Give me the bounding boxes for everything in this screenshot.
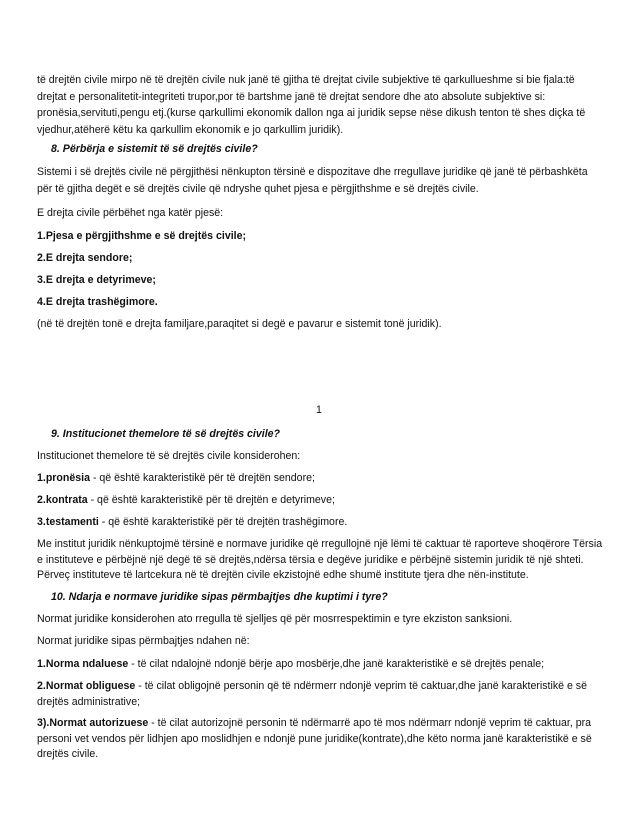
institution-term: 1.pronësia [37,472,90,484]
family-law-note: (në të drejtën tonë e drejta familjare,paraqitet si degë e pavarur e sistemit tonë juridik). [37,318,442,330]
institution-desc: - që është karakteristikë për të drejtën e detyrimeve; [87,494,335,506]
part-item-2: 2.E drejta sendore; [37,252,133,264]
section-heading-9: 9. Institucionet themelore të së drejtës civile? [51,428,281,440]
norm-item-3 [37,716,605,763]
page-number: 1 [316,404,322,416]
intro-paragraph: të drejtën civile mirpo në të drejtën civile nuk janë të gjitha të drejtat civile subjektive të qarkullueshme si bie fjala:të drejtat e personalitetit-integriteti trupor,por të bartshme janë të drejtat sendore dhe ato absolute subjektive si: pronësia,servituti,pengu etj.(kurse qarkullimi ekonomik dallon nga ai juridik sepse nëse dikush tenton të shes diçka të vjedhur,atëherë këtu ka qarkullim ekonomik e jo qarkullim juridik). [37,74,586,136]
system-paragraph: Sistemi i së drejtës civile në përgjithësi nënkupton tërsinë e dispozitave dhe rregullave juridike që janë të përbashkëta për të gjitha degët e së drejtës civile që ndryshe quhet pjesa e përgjithshme e së drejtës civile. [37,166,588,195]
part-item-3: 3.E drejta e detyrimeve; [37,274,156,286]
norm-term: 3).Normat autorizuese [37,717,149,729]
part-item-4: 4.E drejta trashëgimore. [37,296,158,308]
section-heading-8: 8. Përbërja e sistemit të së drejtës civile? [51,143,258,155]
institution-term: 3.testamenti [37,516,99,528]
norm-desc: - të cilat autorizojnë personin të ndërmarrë apo të mos ndërmarr ndonjë veprim të caktuar, pra personi vet vendos për lidhjen apo moslidhjen e ndonjë pune juridike(kontrate),dhe këto norma janë karakteristikë e së drejtës civile. [37,717,592,760]
norms-classification-intro: Normat juridike sipas përmbajtjes ndahen në: [37,635,250,647]
norm-desc: - të cilat ndalojnë ndonjë bërje apo mosbërje,dhe janë karakteristikë e së drejtës penale; [128,658,545,670]
institutions-intro: Institucionet themelore të së drejtës civile konsiderohen: [37,450,301,462]
norm-term: 2.Normat obliguese [37,680,136,692]
parts-intro: E drejta civile përbëhet nga katër pjesë: [37,207,224,219]
institution-term: 2.kontrata [37,494,88,506]
institute-paragraph: Me institut juridik nënkuptojmë tërsinë e normave juridike që rregullojnë një lëmi të caktuar të raporteve shoqërore Tërsia e instituteve e përbëjnë një degë të së drejtës,ndërsa tërsia e degëve juridike e përbëjnë sistemin juridik të një shteti. Përveç instituteve të lartcekura në të drejtën civile ekzistojnë edhe shumë institute tjera dhe nën-institute. [37,538,603,581]
norm-term: 1.Norma ndaluese [37,658,129,670]
institution-desc: - që është karakteristikë për të drejtën trashëgimore. [98,516,348,528]
institution-item-2 [37,492,605,509]
institution-desc: - që është karakteristikë për të drejtën sendore; [90,472,315,484]
norm-item-1 [37,656,605,673]
part-item-1: 1.Pjesa e përgjithshme e së drejtës civile; [37,230,247,242]
norm-desc: - të cilat obligojnë personin që të ndërmerr ndonjë veprim të caktuar,dhe janë karakteristikë e së drejtës administrative; [37,680,587,708]
section-heading-10: 10. Ndarja e normave juridike sipas përmbajtjes dhe kuptimi i tyre? [51,591,388,603]
norms-definition: Normat juridike konsiderohen ato rregulla të sjelljes që për mosrrespektimin e tyre ekziston sanksioni. [37,613,513,625]
norm-item-2 [37,679,605,710]
institution-item-3 [37,514,605,531]
institution-item-1 [37,470,605,487]
